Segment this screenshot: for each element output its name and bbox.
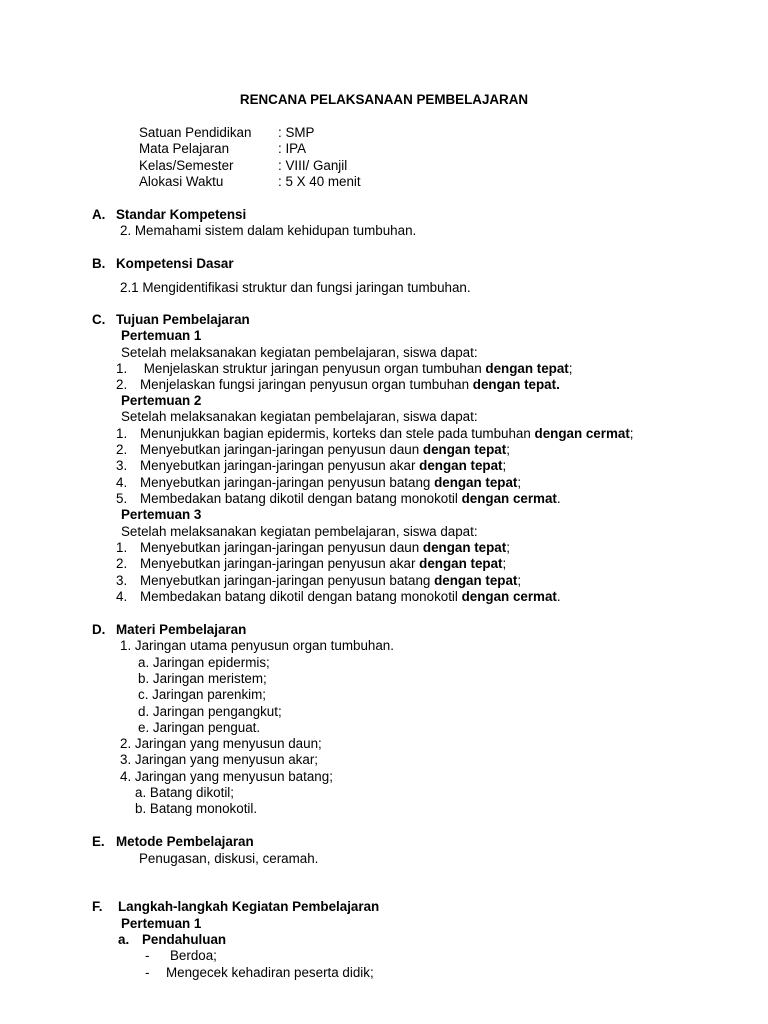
identity-label: Alokasi Waktu [139,174,224,189]
section-b-text: 2.1 Mengidentifikasi struktur dan fungsi jaringan tumbuhan. [120,280,471,295]
list-item: 3. Menyebutkan jaringan-jaringan penyusun batang dengan tepat; [116,573,522,588]
list-item: 3. Jaringan yang menyusun akar; [120,752,319,767]
meeting-title: Pertemuan 1 [121,916,202,931]
list-item: 2. Menjelaskan fungsi jaringan penyusun organ tumbuhan dengan tepat. [116,377,560,392]
meeting-intro: Setelah melaksanakan kegiatan pembelajaran, siswa dapat: [121,345,478,360]
list-item: 1. Menjelaskan struktur jaringan penyusun organ tumbuhan dengan tepat; [116,361,573,376]
list-item: 4. Membedakan batang dikotil dengan batang monokotil dengan cermat. [116,589,561,604]
identity-value: : IPA [278,141,307,156]
identity-value: : VIII/ Ganjil [278,158,348,173]
meeting-title: Pertemuan 1 [121,328,202,343]
section-heading-b: B. Kompetensi Dasar [92,256,234,271]
section-a-text: 2. Memahami sistem dalam kehidupan tumbuhan. [120,223,417,238]
list-item: 2. Menyebutkan jaringan-jaringan penyusun daun dengan tepat; [116,442,510,457]
identity-label: Satuan Pendidikan [139,125,252,140]
list-item: 4. Menyebutkan jaringan-jaringan penyusun batang dengan tepat; [116,475,522,490]
list-subitem: b. Jaringan meristem; [138,671,267,686]
bullet-dash: - [145,948,150,963]
bullet-dash: - [145,965,150,980]
section-heading-a: A. Standar Kompetensi [92,207,247,222]
meeting-title: Pertemuan 2 [121,393,202,408]
identity-label: Mata Pelajaran [139,141,230,156]
identity-label: Kelas/Semester [139,158,234,173]
section-e-text: Penugasan, diskusi, ceramah. [139,851,319,866]
list-subitem: c. Jaringan parenkim; [138,687,267,702]
bullet-item: Mengecek kehadiran peserta didik; [166,965,374,980]
section-heading-c: C. Tujuan Pembelajaran [92,312,250,327]
list-item: 1. Jaringan utama penyusun organ tumbuhan. [120,638,394,653]
bullet-item: Berdoa; [170,948,217,963]
list-subitem: d. Jaringan pengangkut; [138,704,282,719]
meeting-intro: Setelah melaksanakan kegiatan pembelajaran, siswa dapat: [121,409,478,424]
identity-value: : 5 X 40 menit [278,174,361,189]
section-heading-d: D. Materi Pembelajaran [92,622,247,637]
list-subitem: a. Batang dikotil; [135,785,235,800]
meeting-title: Pertemuan 3 [121,507,202,522]
list-item: 2. Menyebutkan jaringan-jaringan penyusun akar dengan tepat; [116,556,507,571]
list-item: 3. Menyebutkan jaringan-jaringan penyusun akar dengan tepat; [116,458,507,473]
subsection-heading: a. Pendahuluan [118,932,227,947]
identity-value: : SMP [278,125,315,140]
list-subitem: a. Jaringan epidermis; [138,655,270,670]
section-heading-e: E. Metode Pembelajaran [92,834,254,849]
list-item: 4. Jaringan yang menyusun batang; [120,769,333,784]
list-item: 1. Menunjukkan bagian epidermis, korteks dan stele pada tumbuhan dengan cermat; [116,426,634,441]
list-item: 2. Jaringan yang menyusun daun; [120,736,322,751]
meeting-intro: Setelah melaksanakan kegiatan pembelajaran, siswa dapat: [121,524,478,539]
list-item: 1. Menyebutkan jaringan-jaringan penyusun daun dengan tepat; [116,540,510,555]
list-item: 5. Membedakan batang dikotil dengan batang monokotil dengan cermat. [116,491,561,506]
list-subitem: e. Jaringan penguat. [138,720,261,735]
section-heading-f: F. Langkah-langkah Kegiatan Pembelajaran [92,899,380,914]
document-title: RENCANA PELAKSANAAN PEMBELAJARAN [239,92,529,107]
list-subitem: b. Batang monokotil. [135,801,258,816]
